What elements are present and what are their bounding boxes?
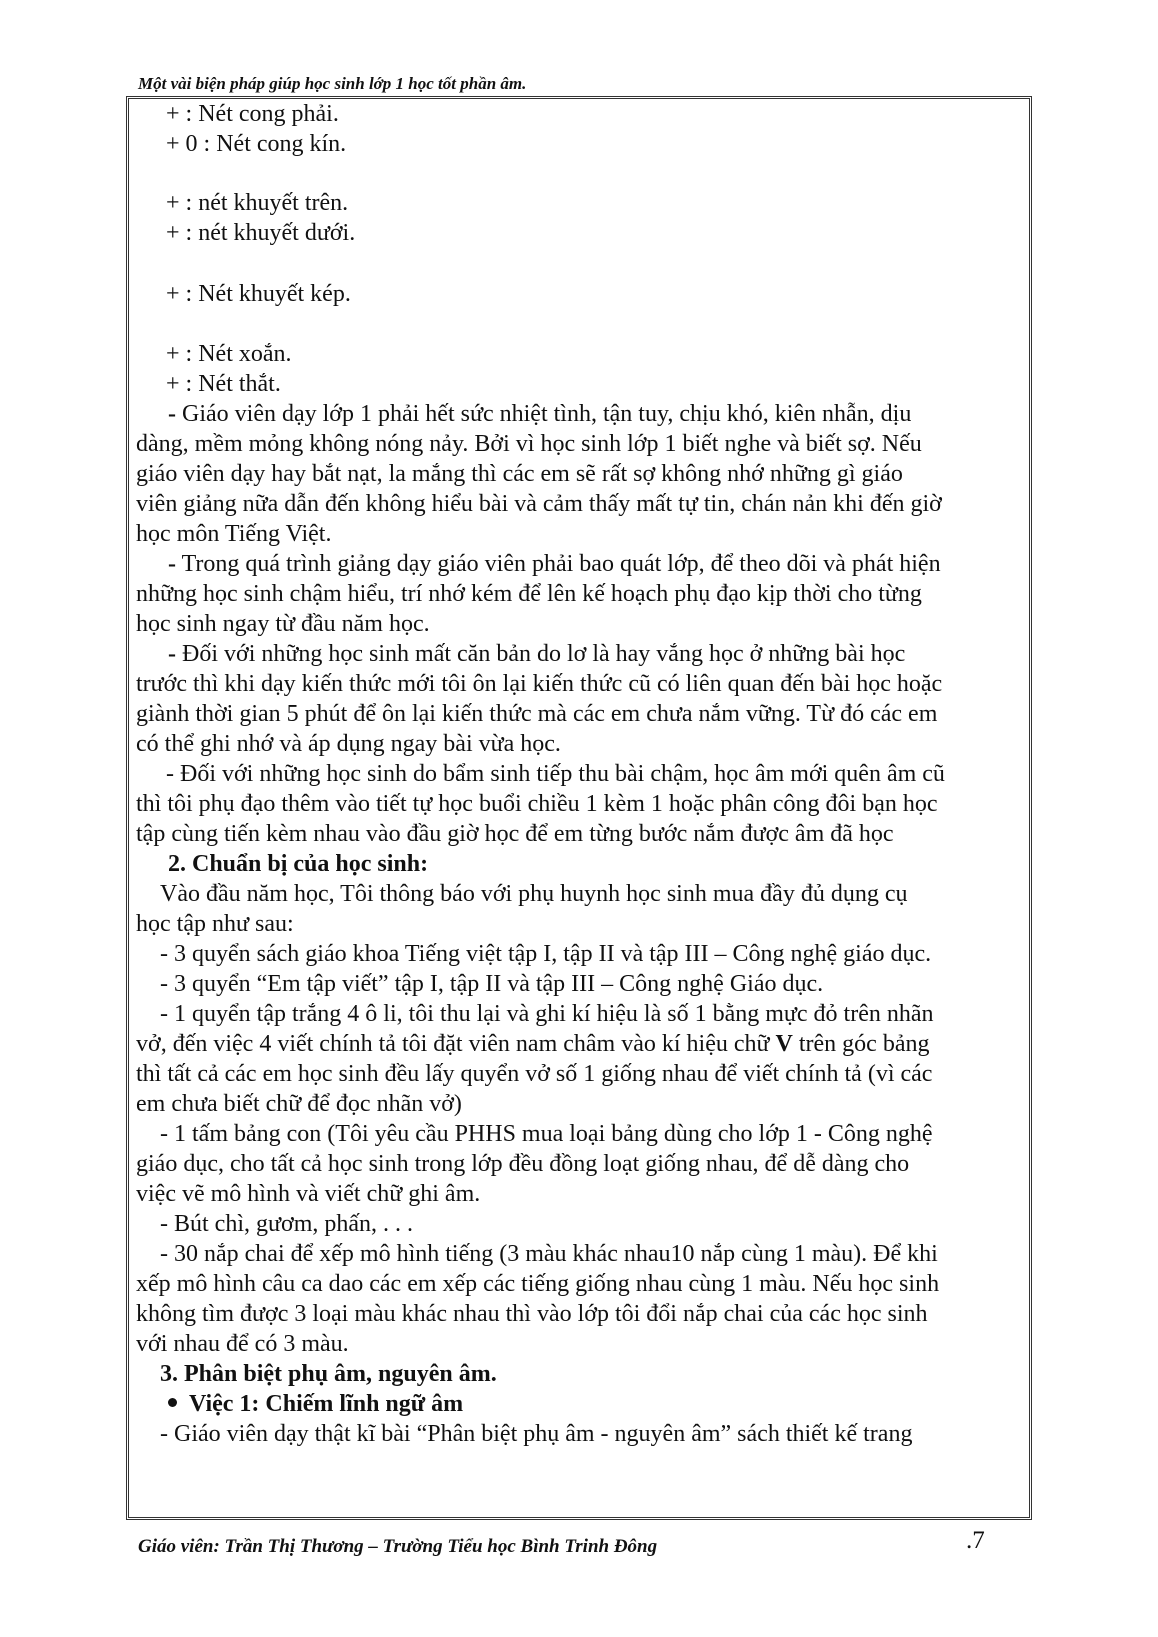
list-item: - 3 quyển sách giáo khoa Tiếng việt tập I, tập II và tập III – Công nghệ giáo dục. — [160, 941, 932, 967]
bold-v: V — [775, 1031, 793, 1057]
paragraph-line: - Đối với những học sinh do bẩm sinh tiếp thu bài chậm, học âm mới quên âm cũ — [166, 761, 945, 787]
subheading — [168, 1390, 463, 1418]
paragraph-line: giáo dục, cho tất cả học sinh trong lớp đều đồng loạt giống nhau, để dễ dàng cho — [136, 1151, 910, 1177]
text: vở, đến việc 4 viết chính tả tôi đặt viên nam châm vào kí hiệu chữ — [136, 1031, 770, 1057]
paragraph-line: tập cùng tiến kèm nhau vào đầu giờ học để em từng bước nắm được âm đã học — [136, 821, 894, 847]
text: Việc 1: Chiếm lĩnh ngữ âm — [189, 1391, 464, 1417]
paragraph-line: thì tôi phụ đạo thêm vào tiết tự học buổi chiều 1 kèm 1 hoặc phân công đôi bạn học — [136, 791, 938, 817]
section-heading: 3. Phân biệt phụ âm, nguyên âm. — [160, 1361, 497, 1387]
page-header: Một vài biện pháp giúp học sinh lớp 1 học tốt phần âm. — [138, 74, 527, 93]
stroke-item: + : nét khuyết dưới. — [166, 220, 356, 246]
paragraph-line: với nhau để có 3 màu. — [136, 1331, 349, 1357]
bullet-icon — [168, 1398, 177, 1407]
paragraph-line — [136, 1030, 929, 1058]
stroke-item: + : Nét cong phải. — [166, 101, 339, 127]
stroke-item: + : Nét thắt. — [166, 371, 281, 397]
paragraph-line: học tập như sau: — [136, 911, 294, 937]
paragraph-line — [168, 640, 905, 668]
paragraph-line — [168, 400, 911, 428]
paragraph-line: xếp mô hình câu ca dao các em xếp các tiếng giống nhau cùng 1 màu. Nếu học sinh — [136, 1271, 940, 1297]
list-item: - 1 tấm bảng con (Tôi yêu cầu PHHS mua loại bảng dùng cho lớp 1 - Công nghệ — [160, 1121, 933, 1147]
text: trên góc bảng — [798, 1031, 930, 1057]
dash-marker: - — [168, 641, 176, 667]
text: Trong quá trình giảng dạy giáo viên phải bao quát lớp, để theo dõi và phát hiện — [181, 551, 941, 577]
stroke-item: + 0 : Nét cong kín. — [166, 131, 347, 157]
paragraph-line: viên giảng nữa dẫn đến không hiểu bài và cảm thấy mất tự tin, chán nản khi đến giờ — [136, 491, 942, 517]
page-footer: Giáo viên: Trần Thị Thương – Trường Tiểu học Bình Trinh Đông — [138, 1536, 658, 1557]
list-item: - 1 quyển tập trắng 4 ô li, tôi thu lại và ghi kí hiệu là số 1 bằng mực đỏ trên nhãn — [160, 1001, 934, 1027]
text: Giáo viên dạy lớp 1 phải hết sức nhiệt tình, tận tuy, chịu khó, kiên nhẫn, dịu — [182, 401, 912, 427]
stroke-item: + : Nét xoắn. — [166, 341, 292, 367]
paragraph-line: học môn Tiếng Việt. — [136, 521, 332, 547]
text: Đối với những học sinh mất căn bản do lơ là hay vắng học ở những bài học — [182, 641, 906, 667]
page-number: .7 — [966, 1527, 985, 1554]
list-item: - Bút chì, gươm, phấn, . . . — [160, 1211, 414, 1237]
paragraph-line — [168, 550, 941, 578]
list-item: - 30 nắp chai để xếp mô hình tiếng (3 màu khác nhau10 nắp cùng 1 màu). Để khi — [160, 1241, 938, 1267]
paragraph-line: học sinh ngay từ đầu năm học. — [136, 611, 430, 637]
paragraph-line: không tìm được 3 loại màu khác nhau thì vào lớp tôi đổi nắp chai của các học sinh — [136, 1301, 928, 1327]
paragraph-line: có thể ghi nhớ và áp dụng ngay bài vừa học. — [136, 731, 561, 757]
paragraph-line: trước thì khi dạy kiến thức mới tôi ôn lại kiến thức cũ có liên quan đến bài học hoặc — [136, 671, 943, 697]
paragraph-line: thì tất cả các em học sinh đều lấy quyển vở số 1 giống nhau để viết chính tả (vì các — [136, 1061, 933, 1087]
paragraph-line: - Giáo viên dạy thật kĩ bài “Phân biệt phụ âm - nguyên âm” sách thiết kế trang — [160, 1421, 913, 1447]
stroke-item: + : nét khuyết trên. — [166, 190, 349, 216]
dash-marker: - — [168, 551, 176, 577]
paragraph-line: em chưa biết chữ để đọc nhãn vở) — [136, 1091, 462, 1117]
paragraph-line: Vào đầu năm học, Tôi thông báo với phụ huynh học sinh mua đầy đủ dụng cụ — [160, 881, 908, 907]
paragraph-line: những học sinh chậm hiểu, trí nhớ kém để lên kế hoạch phụ đạo kịp thời cho từng — [136, 581, 922, 607]
stroke-item: + : Nét khuyết kép. — [166, 281, 351, 307]
paragraph-line: giành thời gian 5 phút để ôn lại kiến thức mà các em chưa nắm vững. Từ đó các em — [136, 701, 938, 727]
paragraph-line: dàng, mềm mỏng không nóng nảy. Bởi vì học sinh lớp 1 biết nghe và biết sợ. Nếu — [136, 431, 922, 457]
paragraph-line: giáo viên dạy hay bắt nạt, la mắng thì các em sẽ rất sợ không nhớ những gì giáo — [136, 461, 903, 487]
paragraph-line: việc vẽ mô hình và viết chữ ghi âm. — [136, 1181, 481, 1207]
list-item: - 3 quyển “Em tập viết” tập I, tập II và tập III – Công nghệ Giáo dục. — [160, 971, 824, 997]
dash-marker: - — [168, 401, 176, 427]
section-heading: 2. Chuẩn bị của học sinh: — [168, 851, 429, 877]
